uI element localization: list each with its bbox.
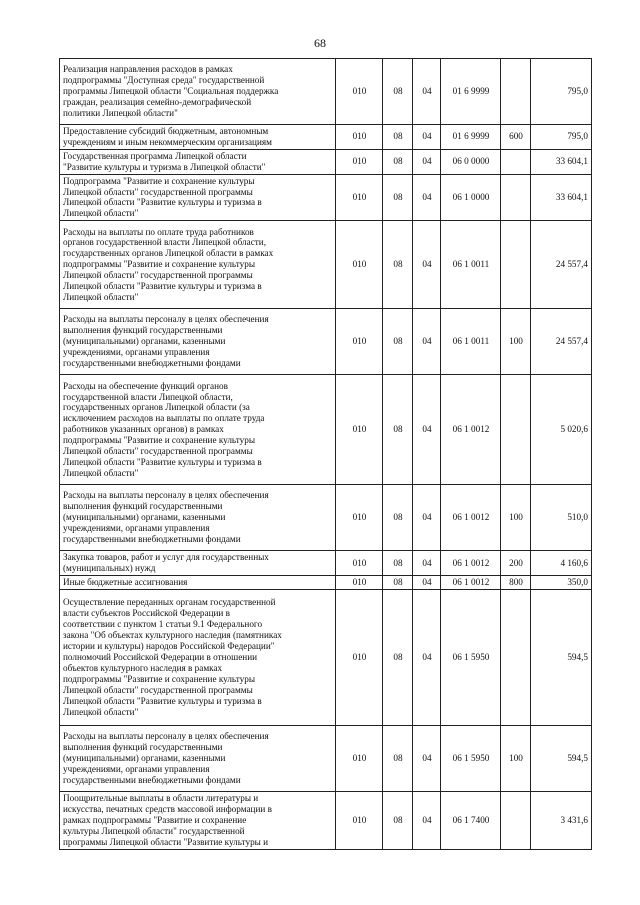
target-article-code: 06 1 0012 bbox=[441, 551, 501, 576]
section-code: 08 bbox=[383, 59, 413, 125]
subsection-code: 04 bbox=[413, 375, 441, 485]
admin-code: 010 bbox=[336, 59, 383, 125]
table-row bbox=[60, 589, 592, 725]
admin-code: 010 bbox=[336, 485, 383, 551]
target-article-code: 01 6 9999 bbox=[441, 59, 501, 125]
amount-value: 33 604,1 bbox=[531, 174, 592, 221]
row-description: Закупка товаров, работ и услуг для государственных (муниципальных) нужд bbox=[60, 551, 336, 576]
expense-type-code: 100 bbox=[501, 485, 531, 551]
table-body bbox=[60, 59, 592, 850]
expense-type-code: 600 bbox=[501, 125, 531, 150]
admin-code: 010 bbox=[336, 125, 383, 150]
table-row bbox=[60, 149, 592, 174]
amount-value: 594,5 bbox=[531, 725, 592, 791]
expense-type-code: 100 bbox=[501, 309, 531, 375]
row-description: Расходы на обеспечение функций органов государственной власти Липецкой области, государственных органов Липецкой области (за исключением расходов на выплаты по оплате труда работников указанных органов) в рамках подпрограммы "Развитие и сохранение культуры Липецкой области" государственной программы Липецкой области "Развитие культуры и туризма в Липецкой области" bbox=[60, 375, 336, 485]
page-number: 68 bbox=[314, 36, 326, 50]
expense-type-code bbox=[501, 589, 531, 725]
amount-value: 795,0 bbox=[531, 59, 592, 125]
target-article-code: 06 1 0011 bbox=[441, 309, 501, 375]
amount-value: 510,0 bbox=[531, 485, 592, 551]
section-code: 08 bbox=[383, 221, 413, 309]
amount-value: 5 020,6 bbox=[531, 375, 592, 485]
expense-type-code bbox=[501, 221, 531, 309]
table-row bbox=[60, 125, 592, 150]
table-row bbox=[60, 791, 592, 849]
amount-value: 350,0 bbox=[531, 576, 592, 590]
section-code: 08 bbox=[383, 149, 413, 174]
target-article-code: 06 1 0012 bbox=[441, 485, 501, 551]
subsection-code: 04 bbox=[413, 125, 441, 150]
amount-value: 3 431,6 bbox=[531, 791, 592, 849]
row-description: Расходы на выплаты персоналу в целях обеспечения выполнения функций государственными (муниципальными) органами, казенными учреждениями, органами управления государственными внебюджетными фондами bbox=[60, 309, 336, 375]
section-code: 08 bbox=[383, 725, 413, 791]
target-article-code: 06 1 7400 bbox=[441, 791, 501, 849]
budget-table bbox=[59, 58, 592, 850]
subsection-code: 04 bbox=[413, 551, 441, 576]
subsection-code: 04 bbox=[413, 59, 441, 125]
subsection-code: 04 bbox=[413, 221, 441, 309]
subsection-code: 04 bbox=[413, 309, 441, 375]
section-code: 08 bbox=[383, 589, 413, 725]
expense-type-code bbox=[501, 174, 531, 221]
section-code: 08 bbox=[383, 375, 413, 485]
row-description: Реализация направления расходов в рамках подпрограммы "Доступная среда" государственной программы Липецкой области "Социальная поддержка граждан, реализация семейно-демографической политики Липецкой области" bbox=[60, 59, 336, 125]
row-description: Расходы на выплаты персоналу в целях обеспечения выполнения функций государственными (муниципальными) органами, казенными учреждениями, органами управления государственными внебюджетными фондами bbox=[60, 485, 336, 551]
amount-value: 795,0 bbox=[531, 125, 592, 150]
row-description: Предоставление субсидий бюджетным, автономным учреждениям и иным некоммерческим организациям bbox=[60, 125, 336, 150]
row-description: Государственная программа Липецкой области "Развитие культуры и туризма в Липецкой области" bbox=[60, 149, 336, 174]
target-article-code: 01 6 9999 bbox=[441, 125, 501, 150]
expense-type-code: 100 bbox=[501, 725, 531, 791]
subsection-code: 04 bbox=[413, 485, 441, 551]
admin-code: 010 bbox=[336, 725, 383, 791]
subsection-code: 04 bbox=[413, 174, 441, 221]
admin-code: 010 bbox=[336, 375, 383, 485]
amount-value: 33 604,1 bbox=[531, 149, 592, 174]
admin-code: 010 bbox=[336, 221, 383, 309]
admin-code: 010 bbox=[336, 551, 383, 576]
table-row bbox=[60, 551, 592, 576]
section-code: 08 bbox=[383, 174, 413, 221]
table-row bbox=[60, 485, 592, 551]
expense-type-code: 200 bbox=[501, 551, 531, 576]
subsection-code: 04 bbox=[413, 576, 441, 590]
admin-code: 010 bbox=[336, 309, 383, 375]
expense-type-code: 800 bbox=[501, 576, 531, 590]
row-description: Расходы на выплаты по оплате труда работников органов государственной власти Липецкой области, государственных органов Липецкой области в рамках подпрограммы "Развитие и сохранение культуры Липецкой области" государственной программы Липецкой области "Развитие культуры и туризма в Липецкой области" bbox=[60, 221, 336, 309]
admin-code: 010 bbox=[336, 149, 383, 174]
expense-type-code bbox=[501, 375, 531, 485]
target-article-code: 06 1 0012 bbox=[441, 576, 501, 590]
section-code: 08 bbox=[383, 576, 413, 590]
subsection-code: 04 bbox=[413, 791, 441, 849]
table-row bbox=[60, 725, 592, 791]
target-article-code: 06 1 5950 bbox=[441, 725, 501, 791]
subsection-code: 04 bbox=[413, 589, 441, 725]
section-code: 08 bbox=[383, 309, 413, 375]
admin-code: 010 bbox=[336, 791, 383, 849]
table-row bbox=[60, 221, 592, 309]
table-row bbox=[60, 375, 592, 485]
section-code: 08 bbox=[383, 791, 413, 849]
amount-value: 594,5 bbox=[531, 589, 592, 725]
section-code: 08 bbox=[383, 125, 413, 150]
admin-code: 010 bbox=[336, 174, 383, 221]
subsection-code: 04 bbox=[413, 725, 441, 791]
section-code: 08 bbox=[383, 551, 413, 576]
section-code: 08 bbox=[383, 485, 413, 551]
amount-value: 24 557,4 bbox=[531, 309, 592, 375]
admin-code: 010 bbox=[336, 576, 383, 590]
table-row bbox=[60, 309, 592, 375]
row-description: Осуществление переданных органам государственной власти субъектов Российской Федерации в соответствии с пунктом 1 статьи 9.1 Федерального закона "Об объектах культурного наследия (памятниках истории и культуры) народов Российской Федерации" полномочий Российской Федерации в отношении объектов культурного наследия в рамках подпрограммы "Развитие и сохранение культуры Липецкой области" государственной программы Липецкой области "Развитие культуры и туризма в Липецкой области" bbox=[60, 589, 336, 725]
table-row bbox=[60, 59, 592, 125]
expense-type-code bbox=[501, 149, 531, 174]
row-description: Подпрограмма "Развитие и сохранение культуры Липецкой области" государственной программы Липецкой области "Развитие культуры и туризма в Липецкой области" bbox=[60, 174, 336, 221]
row-description: Поощрительные выплаты в области литературы и искусства, печатных средств массовой информации в рамках подпрограммы "Развитие и сохранение культуры Липецкой области" государственной программы Липецкой области "Развитие культуры и bbox=[60, 791, 336, 849]
amount-value: 24 557,4 bbox=[531, 221, 592, 309]
target-article-code: 06 1 0012 bbox=[441, 375, 501, 485]
admin-code: 010 bbox=[336, 589, 383, 725]
target-article-code: 06 0 0000 bbox=[441, 149, 501, 174]
expense-type-code bbox=[501, 791, 531, 849]
amount-value: 4 160,6 bbox=[531, 551, 592, 576]
table-row bbox=[60, 174, 592, 221]
target-article-code: 06 1 0011 bbox=[441, 221, 501, 309]
row-description: Расходы на выплаты персоналу в целях обеспечения выполнения функций государственными (муниципальными) органами, казенными учреждениями, органами управления государственными внебюджетными фондами bbox=[60, 725, 336, 791]
target-article-code: 06 1 0000 bbox=[441, 174, 501, 221]
row-description: Иные бюджетные ассигнования bbox=[60, 576, 336, 590]
expense-type-code bbox=[501, 59, 531, 125]
target-article-code: 06 1 5950 bbox=[441, 589, 501, 725]
subsection-code: 04 bbox=[413, 149, 441, 174]
table-row bbox=[60, 576, 592, 590]
